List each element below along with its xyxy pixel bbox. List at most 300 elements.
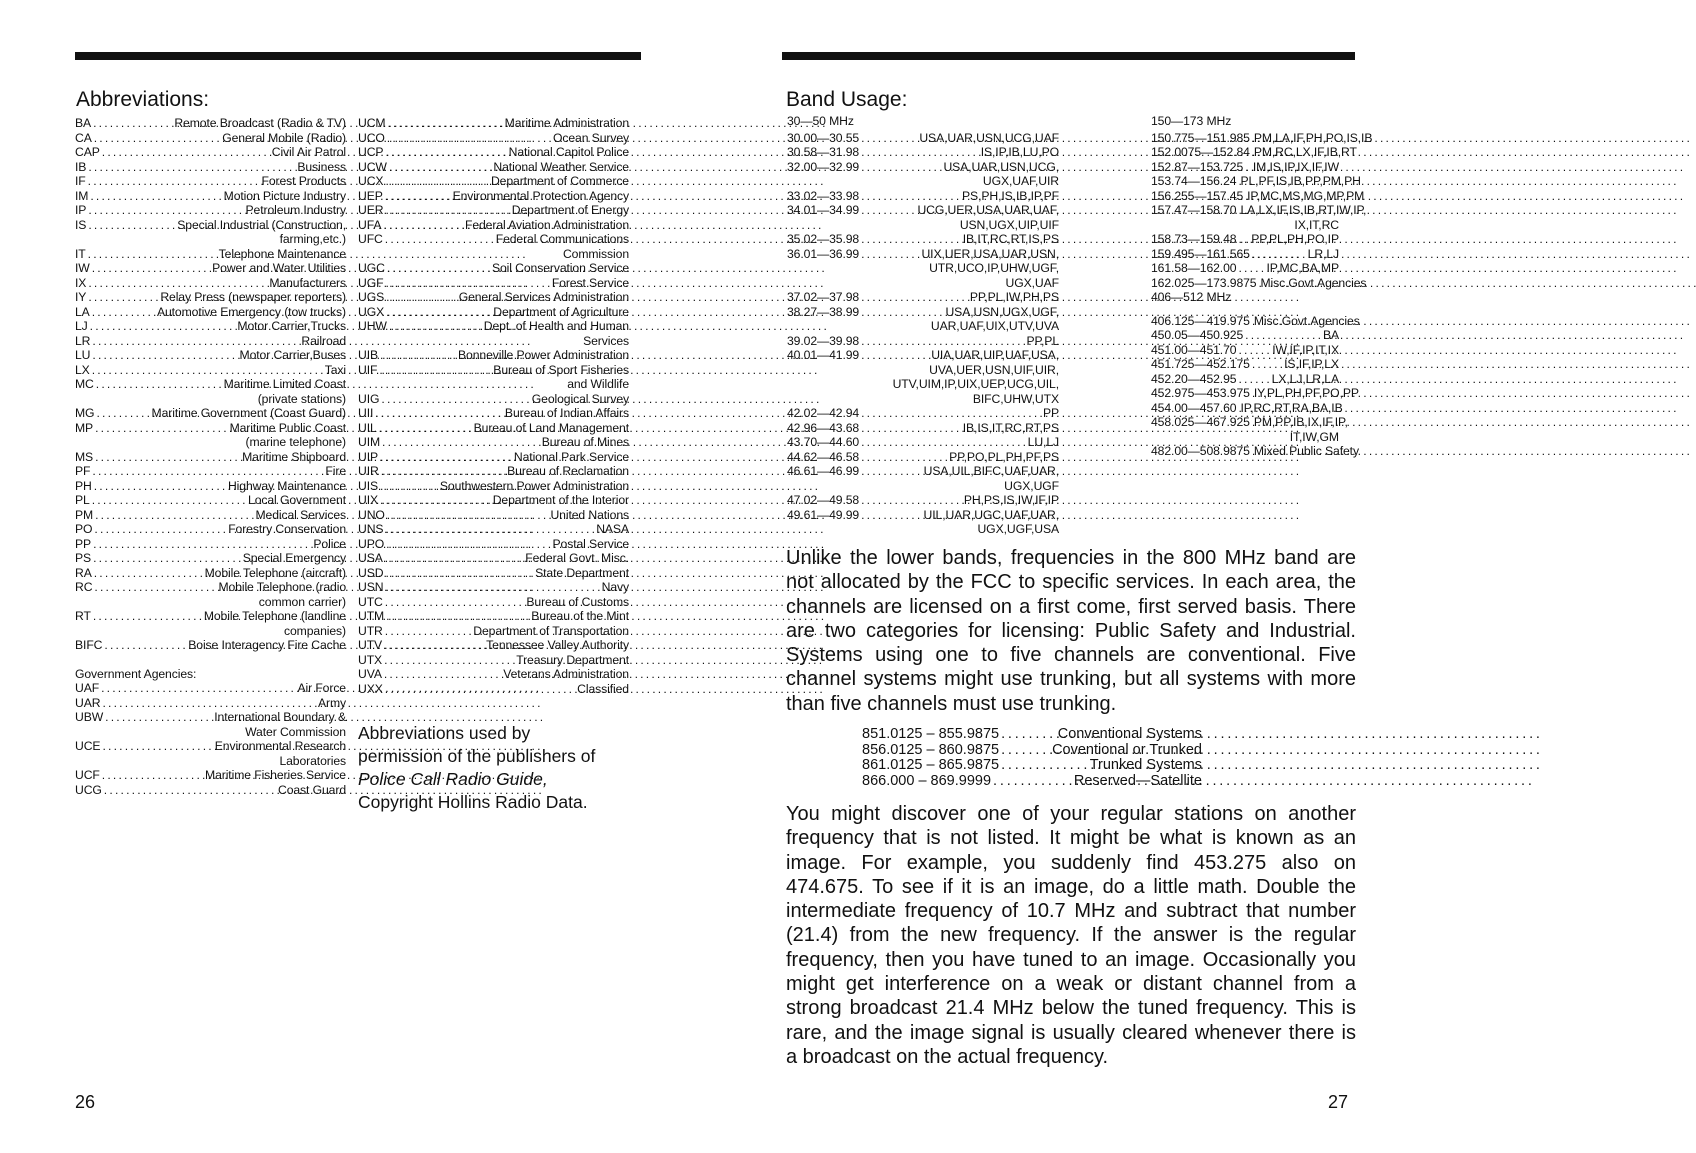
item-value: Bureau of Customs <box>526 594 629 609</box>
dot-leader <box>90 261 212 276</box>
item-value: Misc.Govt.Agencies <box>1253 313 1360 328</box>
dot-leader <box>383 145 508 160</box>
item-code: UTC <box>358 594 383 609</box>
item-code: 37.02—37.98 <box>787 290 860 304</box>
list-item <box>787 508 1059 523</box>
item-value: PH,PS,IS,IW,IF,IP <box>963 493 1059 507</box>
item-value: LR,LJ <box>1307 246 1339 261</box>
item-code: 458.025—467.925 <box>1151 415 1250 429</box>
item-code: 47.02—49.58 <box>787 493 860 507</box>
item-value-continued: UTV,UIM,IP,UIX,UEP,UCG,UIL, <box>892 377 1059 391</box>
list-item <box>1151 145 1357 160</box>
item-value: Federal Aviation Administration <box>464 217 629 232</box>
item-code: 44.62—46.58 <box>787 449 860 464</box>
item-code: 406.125—419.975 <box>1151 313 1250 328</box>
dot-leader <box>91 609 204 624</box>
item-value: State Department <box>535 565 629 580</box>
item-value: Veterans Administration <box>503 667 629 681</box>
item-code: IF <box>75 174 86 188</box>
list-item <box>358 493 629 508</box>
dot-leader <box>93 421 229 436</box>
item-code: CA <box>75 130 92 145</box>
item-value: IS,IP,IB,LU,PO <box>980 145 1059 159</box>
item-code: UIF <box>358 362 378 377</box>
item-code: UCF <box>75 768 100 782</box>
item-value-continued: UGX,UAF <box>1005 275 1059 290</box>
list-item <box>75 493 346 508</box>
item-code: MP <box>75 420 94 435</box>
item-value: Treasury Department <box>516 652 629 667</box>
item-value: Manufacturers <box>269 275 346 290</box>
list-item <box>358 653 629 668</box>
item-code: 152.0075—152.84 <box>1151 145 1250 159</box>
item-value: Maritime Administration <box>504 116 629 130</box>
paragraph-image-frequency: You might discover one of your regular stations on another frequency that is not listed. It might be what is known as an image. For example, you suddenly find 453.275 also on 474.675. To see if it is an image, do a little math. Double the intermediate frequency of 10.7 MHz and subtract that number (21.4) from the new frequency. If the answer is the regular frequency, then you have tuned to an image. Occasionally you might get interference on a weak or distant channel from a strong broadcast 21.4 MHz below the tuned frequency. This is rare, and the image signal is usually cleared whenever there is a broadcast on the actual frequency. <box>786 803 1356 1068</box>
item-code: UGC <box>358 261 385 275</box>
band-150-406-column <box>1151 114 1373 459</box>
item-code: 856.0125 – 860.9875 <box>862 741 1000 758</box>
dot-leader <box>93 450 242 465</box>
dot-leader <box>859 508 923 523</box>
item-value: PP,PL,PH,PO,IP <box>1251 232 1339 246</box>
abbreviations-title: Abbreviations: <box>76 88 210 111</box>
list-item <box>1151 444 1359 459</box>
item-code: UGF <box>358 275 384 290</box>
dot-leader <box>90 464 325 479</box>
dot-leader <box>377 421 474 436</box>
item-code: UIX <box>358 493 379 507</box>
list-item <box>787 290 1059 305</box>
item-code: USD <box>358 565 384 580</box>
item-value: Department of Agriculture <box>493 304 629 319</box>
item-code: 866.000 – 869.9999 <box>862 772 992 789</box>
item-value: Postal Service <box>552 536 629 551</box>
paragraph-800mhz: Unlike the lower bands, frequencies in the 800 MHz band are not allocated by the FCC to specific services. In each area, the channels are licensed on a first come, first served basis. There are two categories for licensing: Public Safety and Industrial. Systems using one to five channels are conventional. Five channel systems might use trunking, but all systems with more than five channels must use trunking. <box>786 547 1356 715</box>
item-value: National Capitol Police <box>508 145 629 159</box>
item-code: 152.87—153.725 <box>1151 159 1244 174</box>
dot-leader <box>859 421 963 436</box>
list-item <box>1151 357 1339 372</box>
item-code: 161.58—162.00 <box>1151 261 1237 275</box>
item-code: 451.00—451.70 <box>1151 342 1237 357</box>
list-item <box>75 710 346 725</box>
item-value: Mobile Telephone (aircraft) <box>204 565 346 580</box>
item-value: Motor Carrier,Trucks <box>237 319 346 333</box>
list-item <box>358 319 629 334</box>
list-item <box>358 682 629 697</box>
item-value: IP,MC,MS,MG,MP,PM <box>1247 188 1365 203</box>
item-code: USN <box>358 580 384 594</box>
item-value: Environmental Protection Agency <box>452 188 629 203</box>
item-value: Mobile Telephone (radio <box>218 580 346 594</box>
list-item <box>358 189 629 204</box>
item-value: Highway Maintenance <box>227 478 346 493</box>
item-code: UBW <box>75 710 104 724</box>
item-code: UTV <box>358 638 383 652</box>
dot-leader <box>90 363 325 378</box>
dot-leader <box>859 334 1026 349</box>
item-value: Maritime Public Coast <box>229 420 346 435</box>
dot-leader <box>378 479 440 494</box>
dot-leader <box>93 508 255 523</box>
item-code: PO <box>75 522 93 536</box>
item-code: 482.00—508.9875 <box>1151 444 1250 458</box>
item-value: Maritime Limited Coast <box>223 377 346 391</box>
dot-leader <box>859 290 970 305</box>
item-value: NASA <box>596 522 629 536</box>
dot-leader <box>383 682 577 697</box>
dot-leader <box>859 450 949 465</box>
dot-leader <box>859 464 924 479</box>
item-code: MG <box>75 406 95 420</box>
item-code: RC <box>75 580 93 594</box>
list-item <box>358 145 629 160</box>
item-code: UAF <box>75 681 100 695</box>
dot-leader <box>379 392 531 407</box>
item-code: 451.725—452.175 <box>1151 357 1250 371</box>
list-item <box>358 551 629 566</box>
list-item <box>75 116 346 131</box>
item-value: Dept. of Health and Human <box>483 319 629 333</box>
dot-leader <box>859 131 919 146</box>
item-code: UCE <box>75 739 101 753</box>
list-item <box>75 348 346 363</box>
item-value: Motion Picture Industry <box>223 188 346 203</box>
band-usage-title: Band Usage: <box>786 88 908 111</box>
item-code: BIFC <box>75 638 103 652</box>
dot-leader <box>381 218 465 233</box>
dot-leader <box>86 247 219 262</box>
item-code: UCW <box>358 159 387 174</box>
item-code: UHW <box>358 319 387 333</box>
item-code: 49.61—49.99 <box>787 507 860 522</box>
copyright-line: Copyright Hollins Radio Data. <box>358 792 588 812</box>
dot-leader <box>859 203 917 218</box>
dot-leader <box>859 493 964 508</box>
item-code: UTX <box>358 652 383 667</box>
item-code: IB <box>75 159 87 174</box>
dot-leader <box>991 774 1074 790</box>
dot-leader <box>1243 160 1253 175</box>
band-rows <box>1151 130 1373 291</box>
dot-leader <box>92 566 205 581</box>
item-value: USA,UAR,USN,UCG, <box>943 159 1059 174</box>
list-item <box>75 479 346 494</box>
item-code: LJ <box>75 319 88 333</box>
dot-leader <box>377 363 493 378</box>
dot-leader <box>382 653 516 668</box>
item-code: UNO <box>358 507 385 522</box>
dot-leader <box>91 116 174 131</box>
item-value: IP,RC,RT,RA,BA,IB <box>1240 400 1343 415</box>
list-item <box>358 638 629 653</box>
government-agency-list <box>75 681 346 797</box>
dot-leader <box>1236 261 1266 276</box>
item-value-continued: common carrier) <box>258 594 346 609</box>
dot-leader <box>379 464 507 479</box>
dot-leader <box>92 131 222 146</box>
item-code: UGS <box>358 290 385 304</box>
list-item <box>1151 313 1360 329</box>
dot-leader <box>86 290 160 305</box>
item-value: National Weather Service <box>493 159 629 174</box>
item-value: USA,UAR,USN,UCG,UAF <box>919 130 1059 145</box>
item-value-continued: Water Commission <box>245 724 346 739</box>
dot-leader <box>385 116 504 131</box>
list-item <box>1151 247 1339 262</box>
dot-leader <box>859 232 963 247</box>
item-value-continued: Laboratories <box>279 753 346 768</box>
top-rule <box>75 52 641 60</box>
list-item <box>358 232 629 247</box>
item-code: 452.975—453.975 <box>1151 386 1250 400</box>
item-value: Civil Air Patrol <box>271 145 346 159</box>
item-code: UAR <box>75 695 101 710</box>
list-item <box>75 218 346 233</box>
item-value-continued: Services <box>583 333 629 348</box>
list-item <box>787 247 1059 262</box>
list-item <box>787 131 1059 146</box>
item-code: UNS <box>358 522 384 536</box>
dot-leader <box>385 261 492 276</box>
item-value: Southwestern Power Administration <box>439 478 629 493</box>
item-code: 156.255—157.45 <box>1151 188 1244 203</box>
item-code: UIP <box>358 449 379 464</box>
item-value: Conventional Systems <box>1057 726 1202 742</box>
item-code: UIG <box>358 391 380 406</box>
item-value: IM,IS,IP,IX,IF,IW <box>1252 159 1339 174</box>
item-value: Local Government <box>248 493 346 507</box>
item-code: IT <box>75 246 86 261</box>
item-value: UCG,UER,USA,UAR,UAF, <box>917 203 1059 217</box>
item-value: IW,IF,IP,IT,IX <box>1272 342 1339 357</box>
item-code: LX <box>75 362 90 377</box>
list-item <box>787 493 1059 508</box>
item-value: Bonneville Power Administration <box>458 348 629 362</box>
item-value: Bureau of Indian Affairs <box>504 406 629 420</box>
list-item <box>358 464 629 479</box>
frequency-table <box>862 727 1202 789</box>
item-value: Geological Survey <box>531 391 629 406</box>
list-item <box>358 522 629 537</box>
item-code: 452.20—452.95 <box>1151 371 1237 386</box>
list-item <box>358 667 629 682</box>
dot-leader <box>1250 357 1284 372</box>
dot-leader <box>383 595 527 610</box>
page-number: 27 <box>1328 1092 1349 1112</box>
dot-leader <box>383 551 525 566</box>
list-item <box>358 609 629 624</box>
item-value: UIX,UER,USA,UAR,USN, <box>921 246 1059 261</box>
item-code: 36.01—36.99 <box>787 246 860 261</box>
item-code: UER <box>358 203 384 217</box>
dot-leader <box>382 667 503 682</box>
dot-leader <box>90 334 301 349</box>
abbreviation-list <box>358 116 629 696</box>
item-code: LR <box>75 333 91 348</box>
item-code: IX <box>75 275 87 290</box>
item-value: Soil Conservation Service <box>491 261 629 275</box>
list-item <box>75 508 346 523</box>
item-value: Federal Communications <box>495 232 629 246</box>
item-value: PP,PL,IW,PH,PS <box>969 290 1059 304</box>
band-header: 30—50 MHz <box>787 114 854 128</box>
item-code: 162.025—173.9875 <box>1151 275 1257 290</box>
item-code: 39.02—39.98 <box>787 333 860 348</box>
dot-leader <box>859 348 931 363</box>
item-value-continued: and Wildlife <box>567 377 629 391</box>
dot-leader <box>92 522 228 537</box>
dot-leader <box>92 479 228 494</box>
publication-title: Police Call Radio Guide, <box>358 769 548 789</box>
item-value-continued: USN,UGX,UIP,UIF <box>959 217 1059 232</box>
dot-leader <box>90 348 239 363</box>
item-value: Fire <box>325 464 346 478</box>
item-code: RA <box>75 565 92 580</box>
list-item <box>862 758 1202 774</box>
item-code: PP <box>75 536 92 551</box>
item-value: Classified <box>577 681 629 696</box>
item-code: IY <box>75 290 87 304</box>
dot-leader <box>100 145 272 160</box>
item-code: UFA <box>358 217 382 232</box>
list-item <box>75 247 346 262</box>
item-value: Bureau of the Mint <box>531 609 629 623</box>
item-code: UIR <box>358 464 379 478</box>
list-item <box>75 160 346 175</box>
dot-leader <box>859 160 943 175</box>
list-item <box>1151 372 1339 387</box>
list-item <box>862 727 1202 743</box>
item-code: PF <box>75 464 91 478</box>
list-item <box>1151 400 1343 416</box>
dot-leader <box>373 406 505 421</box>
list-item <box>75 522 346 537</box>
list-item <box>358 131 629 146</box>
dot-leader <box>88 319 238 334</box>
list-item <box>75 319 346 334</box>
list-item <box>358 595 629 610</box>
list-item <box>358 261 629 276</box>
dot-leader <box>384 305 493 320</box>
item-value-continued: farming,etc.) <box>279 232 346 246</box>
list-item <box>1151 160 1339 175</box>
dot-leader <box>86 218 177 233</box>
item-value: Maritime Fisheries Service <box>205 768 346 782</box>
item-code: UTM <box>358 609 385 623</box>
item-code: LA <box>75 304 90 319</box>
item-value: Department of Energy <box>511 203 629 217</box>
item-code: 454.00—457.60 <box>1151 400 1237 415</box>
item-value: Mobile Telephone (landline <box>203 609 346 623</box>
item-value: PP <box>1042 406 1059 420</box>
dot-leader <box>383 232 496 247</box>
item-value: IB,IT,RC,RT,IS,PS <box>962 232 1059 246</box>
item-value-continued: (marine telephone) <box>245 435 346 449</box>
dot-leader <box>102 638 188 653</box>
list-item <box>787 189 1059 204</box>
item-code: UTR <box>358 623 383 638</box>
item-value: LA,LX,IF,IS,IB,RT,IW,IP, <box>1240 203 1367 217</box>
item-value: Department of Commerce <box>490 174 629 188</box>
item-value: IB,IS,IT,RC,RT,PS <box>962 420 1059 435</box>
list-item <box>787 464 1059 479</box>
item-value: Medical Services <box>255 507 346 522</box>
list-item <box>787 232 1059 247</box>
item-code: 32.00—32.99 <box>787 159 860 174</box>
abbreviations-column-1 <box>75 116 346 797</box>
item-value: Maritime Government (Coast Guard) <box>151 406 346 420</box>
item-value-continued: UGX,UGF <box>1004 478 1059 493</box>
list-item <box>75 131 346 146</box>
dot-leader <box>383 522 596 537</box>
item-value: UIA,UAR,UIP,UAF,USA, <box>931 348 1059 362</box>
dot-leader <box>859 145 981 160</box>
list-item <box>787 305 1059 320</box>
item-value: Army <box>317 695 346 710</box>
page-number: 26 <box>75 1092 96 1112</box>
dot-leader <box>383 174 491 189</box>
dot-leader <box>859 189 962 204</box>
list-item <box>75 609 346 624</box>
item-value: Department of the Interior <box>492 493 629 507</box>
list-item <box>75 537 346 552</box>
list-item <box>1151 261 1339 276</box>
list-item <box>1151 203 1367 218</box>
item-code: PH <box>75 478 92 493</box>
item-code: UIM <box>358 435 381 449</box>
list-item <box>1151 232 1339 247</box>
dot-leader <box>94 406 151 421</box>
item-value: PS,PH,IS,IB,IP,PF <box>962 188 1059 203</box>
band-rows <box>787 131 1059 537</box>
item-code: 861.0125 – 865.9875 <box>862 757 1000 773</box>
item-code: UCX <box>358 174 384 188</box>
list-item <box>75 566 346 581</box>
list-item <box>358 537 629 552</box>
item-value: Power and Water Utilities <box>212 261 346 275</box>
item-code: USA <box>358 551 383 565</box>
list-item <box>358 290 629 305</box>
item-value: UIL,UAR,UGC,UAF,UAR, <box>923 507 1059 522</box>
item-value: LX,LJ,LR,LA <box>1271 371 1339 386</box>
right-page <box>704 0 1408 1153</box>
item-value: Reserved—Satellite <box>1073 772 1202 789</box>
dot-leader <box>387 160 494 175</box>
list-item <box>358 566 629 581</box>
list-item <box>75 189 346 204</box>
list-item <box>1151 275 1367 291</box>
dot-leader <box>999 758 1090 774</box>
item-value: Bureau of Land Management <box>473 420 629 435</box>
item-value: Forestry Conservation <box>228 522 346 536</box>
item-value: Petroleum Industry <box>245 203 346 217</box>
list-item <box>1151 188 1365 204</box>
list-item <box>358 421 629 436</box>
list-item <box>358 508 629 523</box>
item-code: UIL <box>358 420 377 435</box>
list-item <box>358 203 629 218</box>
dot-leader <box>859 435 1028 450</box>
item-code: 34.01—34.99 <box>787 203 860 217</box>
dot-leader <box>90 493 248 508</box>
item-value: Bureau of Reclamation <box>507 464 629 478</box>
band-header: 406—512 MHz <box>1151 290 1232 304</box>
item-code: 40.01—41.99 <box>787 348 860 362</box>
item-code: 150.775—151.985 <box>1151 130 1250 145</box>
dot-leader <box>1243 328 1323 343</box>
item-code: 158.73—159.48 <box>1151 232 1237 246</box>
